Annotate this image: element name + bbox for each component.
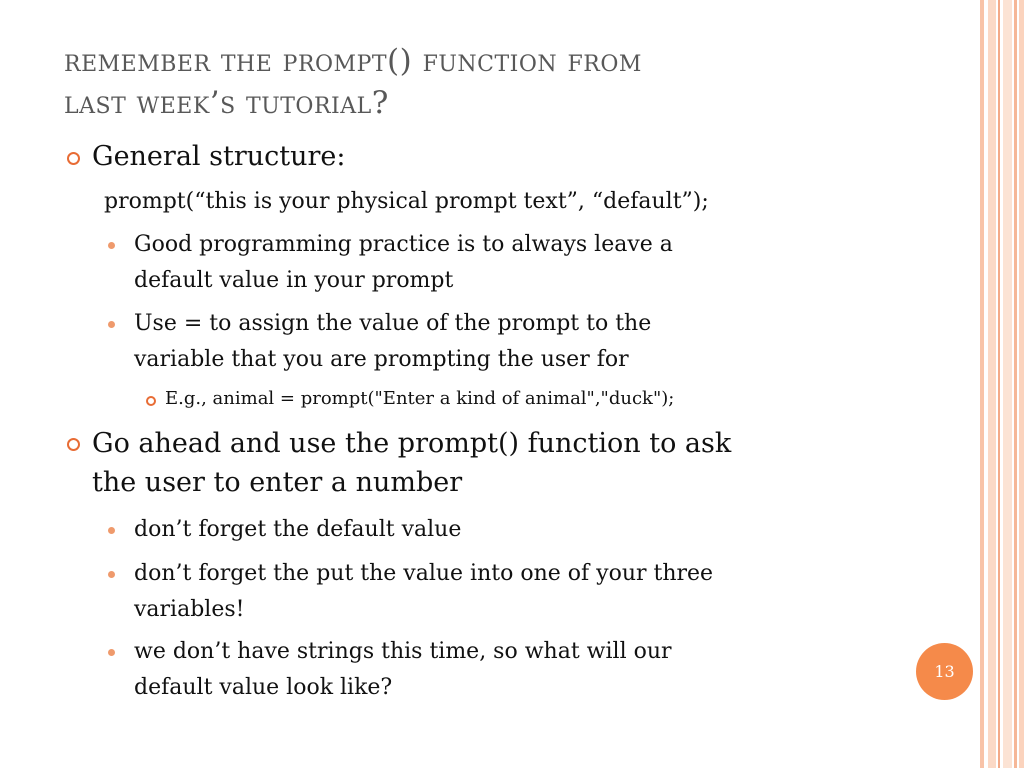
bullet-three-variables [134, 556, 713, 628]
bullet-use-assign [134, 306, 651, 378]
title-line: remember the prompt() function from [64, 43, 642, 79]
bullet-line: the user to enter a number [92, 467, 463, 498]
bullet-strings [134, 634, 672, 706]
ring-bullet-icon [67, 438, 80, 451]
bullet-line: default value look like? [134, 675, 393, 700]
dot-bullet-icon [108, 321, 115, 328]
dot-bullet-icon [108, 242, 115, 249]
bullet-general-structure: General structure: [92, 141, 346, 172]
title-line: last week’s tutorial? [64, 85, 389, 121]
bullet-good-practice [134, 227, 673, 299]
code-example: prompt(“this is your physical prompt text”, “default”); [104, 189, 709, 214]
stripe [1014, 0, 1017, 768]
bullet-line: variables! [134, 597, 245, 622]
bullet-line: default value in your prompt [134, 268, 454, 293]
bullet-default-value: don’t forget the default value [134, 517, 462, 542]
stripe [998, 0, 1000, 768]
bullet-line: Good programming practice is to always leave a [134, 232, 673, 257]
stripe [980, 0, 984, 768]
bullet-line: we don’t have strings this time, so what will our [134, 639, 672, 664]
bullet-example: E.g., animal = prompt("Enter a kind of animal","duck"); [165, 388, 675, 409]
bullet-line: variable that you are prompting the user for [134, 347, 629, 372]
stripe [988, 0, 996, 768]
bullet-line: Go ahead and use the prompt() function to ask [92, 428, 732, 459]
page-number-badge: 13 [916, 643, 973, 700]
bullet-go-ahead [92, 424, 731, 502]
ring-bullet-icon [146, 396, 156, 406]
stripe [1019, 0, 1024, 768]
dot-bullet-icon [108, 571, 115, 578]
dot-bullet-icon [108, 649, 115, 656]
bullet-line: don’t forget the put the value into one of your three [134, 561, 714, 586]
stripe [1003, 0, 1012, 768]
bullet-line: Use = to assign the value of the prompt to the [134, 311, 652, 336]
dot-bullet-icon [108, 527, 115, 534]
ring-bullet-icon [67, 152, 80, 165]
